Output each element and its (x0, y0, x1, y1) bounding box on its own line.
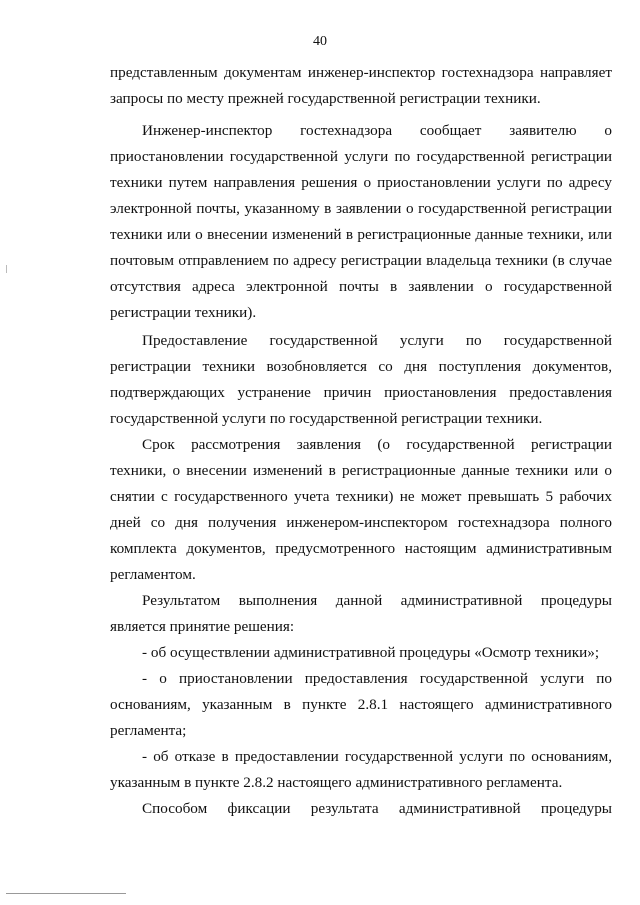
text-line: Срок рассмотрения заявления (о государственной регистрации (142, 436, 612, 453)
page-number: 40 (313, 34, 327, 49)
margin-mark (6, 265, 7, 273)
footer-rule (6, 893, 126, 894)
decision-list (110, 640, 612, 796)
text-line: является принятие решения: (110, 618, 295, 635)
paragraph-suspension-notice (110, 118, 612, 326)
text-line: основаниям, указанным в пункте 2.8.1 настоящего административного (110, 696, 612, 713)
text-line: государственной услуги по государственной регистрации техники. (110, 410, 543, 427)
text-line: регистрации техники возобновляется со дня поступления документов, (110, 358, 612, 375)
text-line: техники путем направления решения о приостановлении услуги по адресу (110, 174, 612, 191)
paragraph-fixation (110, 796, 612, 822)
paragraph-continuation (110, 60, 612, 112)
text-line: Способом фиксации результата административной процедуры (142, 800, 612, 817)
text-line: техники или о внесении изменений в регистрационные данные техники, или (110, 226, 612, 243)
paragraph-result (110, 588, 612, 640)
text-line: Инженер-инспектор гостехнадзора сообщает заявителю о (142, 122, 612, 139)
text-line: снятии с государственного учета техники) не может превышать 5 рабочих (110, 488, 612, 505)
paragraph-resumption (110, 328, 612, 432)
text-line: отсутствия адреса электронной почты в заявлении о государственной (110, 278, 612, 295)
text-line: комплекта документов, предусмотренного настоящим административным (110, 540, 612, 557)
list-item: - о приостановлении предоставления государственной услуги по (142, 670, 612, 687)
text-line: указанным в пункте 2.8.2 настоящего административного регламента. (110, 774, 563, 791)
text-line: дней со дня получения инженером-инспектором гостехнадзора полного (110, 514, 612, 531)
text-line: приостановлении государственной услуги по государственной регистрации (110, 148, 612, 165)
text-line: электронной почты, указанному в заявлении о государственной регистрации (110, 200, 612, 217)
paragraph-review-period (110, 432, 612, 588)
text-line: представленным документам инженер-инспектор гостехнадзора направляет (110, 64, 612, 81)
list-item: - об отказе в предоставлении государственной услуги по основаниям, (142, 748, 612, 765)
text-line: Результатом выполнения данной административной процедуры (142, 592, 612, 609)
text-line: регламентом. (110, 566, 196, 583)
text-line: запросы по месту прежней государственной регистрации техники. (110, 90, 541, 107)
text-line: регламента; (110, 722, 187, 739)
text-line: почтовым отправлением по адресу регистрации владельца техники (в случае (110, 252, 612, 269)
text-line: техники, о внесении изменений в регистрационные данные техники или о (110, 462, 612, 479)
text-line: подтверждающих устранение причин приостановления предоставления (110, 384, 612, 401)
text-line: Предоставление государственной услуги по государственной (142, 332, 612, 349)
text-line: регистрации техники). (110, 304, 257, 321)
list-item: - об осуществлении административной процедуры «Осмотр техники»; (142, 644, 600, 661)
